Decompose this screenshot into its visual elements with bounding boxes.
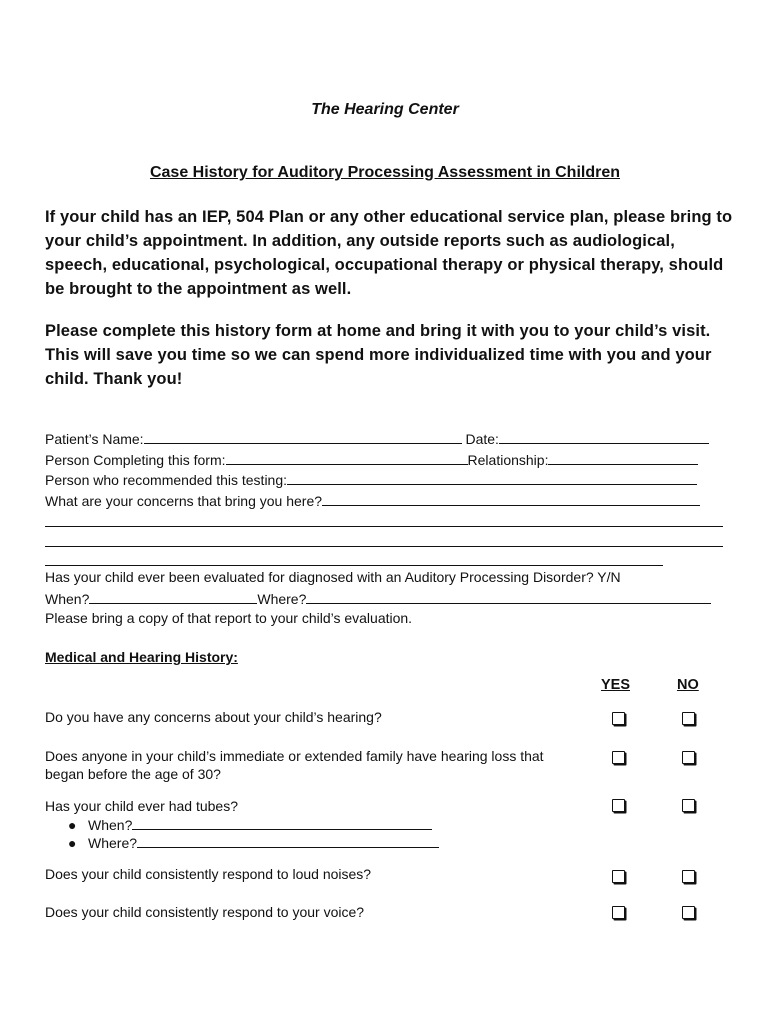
family-hearing-loss-no-checkbox[interactable] <box>682 751 695 764</box>
yes-column-header: YES <box>601 677 631 693</box>
recommended-label: Person who recommended this testing: <box>45 472 288 488</box>
recommended-field[interactable] <box>287 469 697 485</box>
form-title: Case History for Auditory Processing Assessment in Children <box>149 164 621 181</box>
question-tubes: Has your child ever had tubes? <box>45 798 238 814</box>
tubes-where-row <box>68 832 439 852</box>
organization-name: The Hearing Center <box>311 101 459 118</box>
patient-name-row <box>45 428 709 449</box>
no-column-header: NO <box>677 677 699 693</box>
patient-name-field[interactable] <box>144 428 462 444</box>
where-label: Where? <box>257 591 307 607</box>
question-loud-noises: Does your child consistently respond to loud noises? <box>45 866 372 882</box>
recommended-row <box>45 469 697 490</box>
responds-to-voice-yes-checkbox[interactable] <box>612 906 625 919</box>
bring-copy-note: Please bring a copy of that report to your child’s evaluation. <box>45 610 413 626</box>
concerns-line-3[interactable] <box>45 546 723 547</box>
hearing-concerns-yes-checkbox[interactable] <box>612 712 625 725</box>
intro-paragraph-1: If your child has an IEP, 504 Plan or any other educational service plan, please bring to your child’s appointment. In addition, any outside reports such as audiological, speech, educational, psychological, occupational therapy or physical therapy, should be brought to the appointment as well. <box>45 208 733 298</box>
question-family-hearing-loss: Does anyone in your child’s immediate or extended family have hearing loss that began before the age of 30? <box>45 748 544 782</box>
tubes-when-label: When? <box>88 817 133 833</box>
person-completing-row <box>45 449 698 470</box>
when-where-row <box>45 588 711 609</box>
question-responds-to-voice: Does your child consistently respond to your voice? <box>45 904 365 920</box>
responds-to-voice-no-checkbox[interactable] <box>682 906 695 919</box>
medical-section-title: Medical and Hearing History: <box>45 649 238 665</box>
tubes-when-row <box>68 814 432 834</box>
tubes-where-field[interactable] <box>137 832 439 848</box>
where-field[interactable] <box>306 588 711 604</box>
bullet-icon: ● <box>68 817 77 833</box>
when-field[interactable] <box>89 588 257 604</box>
concerns-label: What are your concerns that bring you here? <box>45 493 323 509</box>
tubes-yes-checkbox[interactable] <box>612 799 625 812</box>
concerns-line-4[interactable] <box>45 565 663 566</box>
question-hearing-concerns: Do you have any concerns about your child’s hearing? <box>45 709 382 725</box>
hearing-concerns-no-checkbox[interactable] <box>682 712 695 725</box>
date-field[interactable] <box>499 428 709 444</box>
intro-paragraph-2: Please complete this history form at home and bring it with you to your child’s visit. This will save you time so we can spend more individualized time with you and your child. Thank you! <box>45 322 712 388</box>
concerns-field[interactable] <box>322 490 700 506</box>
relationship-label: Relationship: <box>467 452 549 468</box>
loud-noises-no-checkbox[interactable] <box>682 870 695 883</box>
relationship-field[interactable] <box>548 449 698 465</box>
evaluated-question: Has your child ever been evaluated for diagnosed with an Auditory Processing Disorder? Y/N <box>45 569 621 585</box>
tubes-where-label: Where? <box>88 835 138 851</box>
date-label: Date: <box>465 431 499 447</box>
person-completing-label: Person Completing this form: <box>45 452 226 468</box>
person-completing-field[interactable] <box>226 449 468 465</box>
bullet-icon: ● <box>68 835 77 851</box>
tubes-no-checkbox[interactable] <box>682 799 695 812</box>
tubes-when-field[interactable] <box>132 814 432 830</box>
family-hearing-loss-yes-checkbox[interactable] <box>612 751 625 764</box>
concerns-line-2[interactable] <box>45 526 723 527</box>
patient-name-label: Patient’s Name: <box>45 431 144 447</box>
loud-noises-yes-checkbox[interactable] <box>612 870 625 883</box>
concerns-row <box>45 490 700 511</box>
when-label: When? <box>45 591 90 607</box>
